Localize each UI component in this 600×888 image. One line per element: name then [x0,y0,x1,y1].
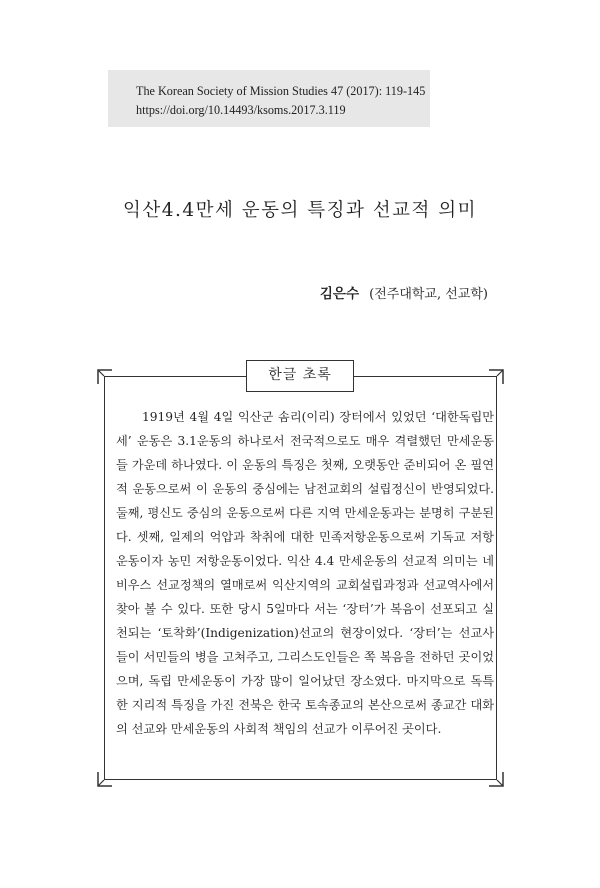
paper-title: 익산4.4만세 운동의 특징과 선교적 의미 [122,200,477,221]
journal-header [108,70,430,127]
frame-corner-bottom-right [488,771,504,787]
frame-corner-top-left [97,369,113,385]
abstract-text: 1919년 4월 4일 익산군 솜리(이리) 장터에서 있었던 ‘대한독립만세’ 운동은 3.1운동의 하나로서 전국적으로도 매우 격렬했던 만세운동들 가운데 하나였다. 이 운동의 특징은 첫째, 오랫동안 준비되어 온 필연적 운동으로써 이 운동의 중심에는 남전교회의 설립정신이 반영되었다. 둘째, 평신도 중심의 운동으로써 다른 지역 만세운동과는 분명히 구분된다. 셋째, 일제의 억압과 착취에 대한 민족저항운동으로써 기독교 저항운동이자 농민 저항운동이었다. 익산 4.4 만세운동의 선교적 의미는 네비우스 선교정책의 열매로써 익산지역의 교회설립과정과 선교역사에서 찾아 볼 수 있다. 또한 당시 5일마다 서는 ‘장터’가 복음이 선포되고 실천되는 ‘토착화’(Indigenization)선교의 현장이었다. ‘장터’는 선교사들이 서민들의 병을 고쳐주고, 그리스도인들은 쪽 복음을 전하던 곳이었으며, 독립 만세운동이 가장 많이 일어났던 장소였다. 마지막으로 독특한 지리적 특징을 가진 전북은 한국 토속종교의 본산으로써 종교간 대화의 선교와 만세운동의 사회적 책임의 선교가 이루어진 곳이다. [116,410,494,736]
author-affiliation: (전주대학교, 선교학) [369,287,488,302]
author-line [320,282,488,302]
frame-corner-top-right [488,369,504,385]
doi-link[interactable]: https://doi.org/10.14493/ksoms.2017.3.119 [136,103,346,117]
frame-corner-bottom-left [97,771,113,787]
author-name: 김은수 [319,286,359,302]
abstract-heading: 한글 초록 [246,360,354,392]
journal-citation: The Korean Society of Mission Studies 47 (2017): 119-145 [136,84,426,98]
